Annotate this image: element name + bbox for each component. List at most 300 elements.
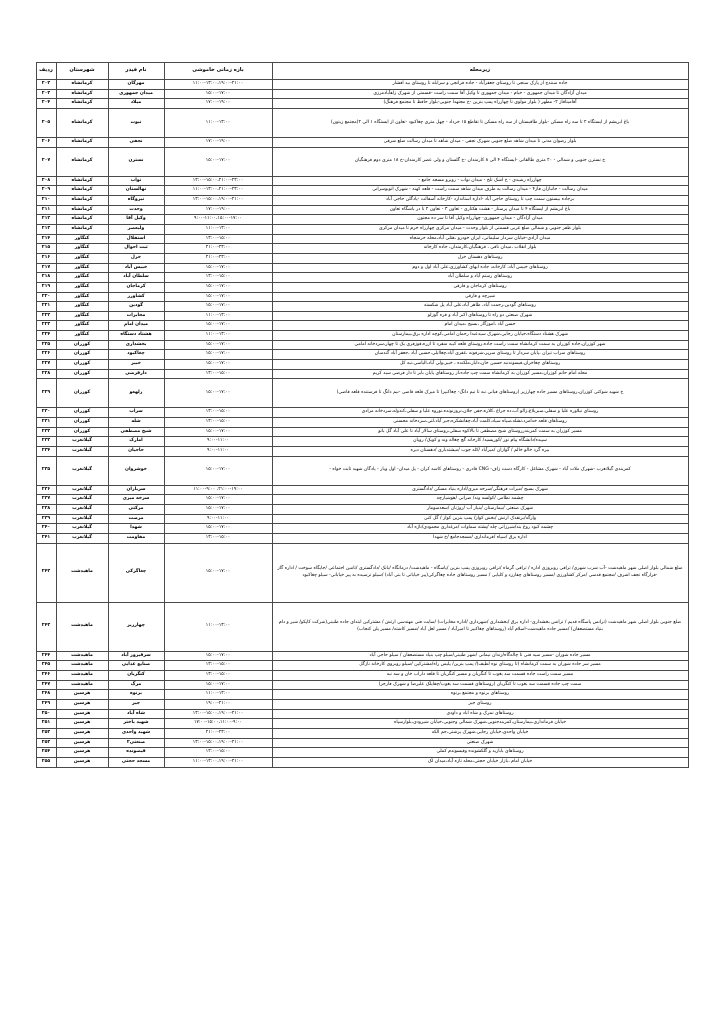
cell-city: کنگاور xyxy=(56,292,108,302)
table-row xyxy=(36,543,688,602)
cell-feeder: دارفرضی xyxy=(108,369,164,379)
cell-radif: ۲۱۴ xyxy=(36,234,56,244)
table-row xyxy=(36,719,688,729)
cell-city: کرمانشاه xyxy=(56,186,108,196)
cell-radif: ۲۲۲ xyxy=(36,311,56,321)
cell-zone: روستاهای بابازید و گلکشونده وقیسوندم کملی xyxy=(272,748,688,758)
cell-feeder: مسجد حجتی xyxy=(108,757,164,767)
cell-feeder: وکیل آقا xyxy=(108,215,164,225)
cell-feeder: مقاومت xyxy=(108,533,164,543)
cell-feeder: ثبت احوال xyxy=(108,244,164,254)
cell-time: ۱۵:۰۰-۱۷:۰۰ xyxy=(164,321,272,331)
cell-radif: ۲۵۴ xyxy=(36,748,56,758)
cell-city: هرسین xyxy=(56,699,108,709)
cell-city: کوزران xyxy=(56,427,108,437)
cell-city: کوزران xyxy=(56,350,108,360)
table-row xyxy=(36,205,688,215)
cell-radif: ۲۰۵ xyxy=(36,108,56,137)
cell-city: گیلانغرب xyxy=(56,495,108,505)
table-row xyxy=(36,379,688,408)
cell-zone: شهرک صنعتی دو راه تا روستاهای اکبر آباد و قره گوزلو xyxy=(272,311,688,321)
cell-radif: ۲۳۷ xyxy=(36,495,56,505)
cell-time: ۱۵:۰۰-۱۷:۰۰ xyxy=(164,263,272,273)
cell-city: هرسین xyxy=(56,748,108,758)
table-row xyxy=(36,748,688,758)
cell-feeder: مهرگان xyxy=(108,80,164,90)
cell-feeder: سربازان xyxy=(108,485,164,495)
cell-time: ۱۵:۰۰-۱۷:۰۰ xyxy=(164,350,272,360)
table-row xyxy=(36,651,688,661)
table-row xyxy=(36,224,688,234)
table-row xyxy=(36,340,688,350)
cell-radif: ۲۱۱ xyxy=(36,205,56,215)
cell-radif: ۲۳۶ xyxy=(36,485,56,495)
table-row xyxy=(36,234,688,244)
cell-radif: ۲۵۵ xyxy=(36,757,56,767)
cell-radif: ۲۴۱ xyxy=(36,533,56,543)
cell-time: ۹:۰۰-۱۱:۰۰ xyxy=(164,514,272,524)
cell-zone: ضلع شمالی بلوار اصلی شهر ماهیدشت -آب شرب شهری/ ترافی روبروزی اداره / ترافی گرماه /ترافی روبروزی پمپ بنزین /پاسگاه - ماهیدشت/ درمانگاه /بانک /دادگستری /تامین اجتماعی /جایگاه سوخت / اداره گاز -فرارگاه نجف اشرف /مجتمع قدسی /مرکز کشاورزی /مسیر روستاهای چفارزد و کلیایی / مسیر روستاهای جاده چغاگرکی(پیر خیابانی تا بتی آباد) /سیلو ترسیده به پیر خیابانی- سیلو چغاکبود xyxy=(272,543,688,602)
cell-time: ۱۱:۰۰-۱۳:۰۰،۱۹:۰۰-۲۱:۰۰ xyxy=(164,80,272,90)
cell-city: کرمانشاه xyxy=(56,195,108,205)
cell-time: ۱۱:۰۰-۱۳:۰۰،۲۱:۰۰-۲۳:۰۰ xyxy=(164,186,272,196)
cell-time: ۱۱:۰۰-۱۳:۰۰ xyxy=(164,602,272,651)
table-row xyxy=(36,253,688,263)
cell-zone: آقامیناقاز ۲- مطهر ( بلوار مولوی تا چهارراه پمپ بنزین -خ مجتهدا جنوبی-بلوار حافظ تا مجتمع فرهنگ) xyxy=(272,99,688,109)
cell-feeder: وحدت xyxy=(108,205,164,215)
cell-city: کنگاور xyxy=(56,234,108,244)
cell-feeder: ولیعصر xyxy=(108,224,164,234)
table-row xyxy=(36,244,688,254)
cell-feeder: مرگ xyxy=(108,680,164,690)
cell-zone: روستای جیر xyxy=(272,699,688,709)
cell-time: ۱۱:۰۰-۱۳:۰۰ xyxy=(164,331,272,341)
column-header-city: شهرستان xyxy=(56,63,108,80)
cell-zone: میدان آزادی-خیابان سردار سلیمانی، ایران خودرو ،هتلی آباد،محله خرمنجاه xyxy=(272,234,688,244)
cell-city: کنگاور xyxy=(56,253,108,263)
table-row xyxy=(36,195,688,205)
cell-time: ۱۱:۰۰-۱۳:۰۰ xyxy=(164,224,272,234)
cell-radif: ۲۴۷ xyxy=(36,680,56,690)
cell-time: ۱۳:۰۰-۱۵:۰۰ xyxy=(164,670,272,680)
cell-city: هرسین xyxy=(56,757,108,767)
cell-zone: سمت چپ جاده قسمت سد بغوب تا کنگربان (روستاهای قسمت سد بغوب/چفاپلک علیرضا و شهرک فارجز) xyxy=(272,680,688,690)
cell-radif: ۲۵۳ xyxy=(36,738,56,748)
cell-feeder: شیخ مصطفی xyxy=(108,427,164,437)
cell-feeder: خوشروان xyxy=(108,456,164,485)
column-header-time: بازه زمانی خاموشی xyxy=(164,63,272,80)
column-header-feeder: نام فیدر xyxy=(108,63,164,80)
cell-time: ۱۵:۰۰-۱۷:۰۰ xyxy=(164,495,272,505)
table-row xyxy=(36,408,688,418)
cell-radif: ۲۳۹ xyxy=(36,514,56,524)
cell-time: ۲۱:۰۰-۲۳:۰۰ xyxy=(164,728,272,738)
column-header-zone: زیرمحله xyxy=(272,63,688,80)
cell-feeder: کرماجان xyxy=(108,282,164,292)
cell-zone: مسیر سمت راست جاده قسمت سد بغوب تا کنگربان و مسیر کنگربان تا قلعه داراب خان و سه نبه xyxy=(272,670,688,680)
table-row xyxy=(36,176,688,186)
cell-time: ۱۷:۰۰-۱۹:۰۰ xyxy=(164,99,272,109)
table-row xyxy=(36,757,688,767)
cell-radif: ۲۵۲ xyxy=(36,728,56,738)
cell-radif: ۲۰۲ xyxy=(36,80,56,90)
cell-zone: خیابان واحدی،خیابان رجایی،شهرک پزشتی،جم الکه xyxy=(272,728,688,738)
cell-time: ۲۱:۰۰-۱۹:۰۰، ۱۱:۰۰-۹:۰۰ xyxy=(164,485,272,495)
cell-city: کرمانشاه xyxy=(56,205,108,215)
cell-feeder: استقلال xyxy=(108,234,164,244)
cell-city: کرمانشاه xyxy=(56,89,108,99)
table-row xyxy=(36,89,688,99)
cell-feeder: سلطان آباد xyxy=(108,273,164,283)
cell-radif: ۲۴۸ xyxy=(36,690,56,700)
cell-radif: ۲۵۰ xyxy=(36,709,56,719)
cell-zone: اداره برق /سپاه /فرمانداری /مسجدجامع /خ شهدا xyxy=(272,533,688,543)
cell-time: ۱۱:۰۰-۱۳:۰۰،۱۹:۰۰-۲۱:۰۰ xyxy=(164,757,272,767)
cell-feeder: میلاد xyxy=(108,99,164,109)
cell-city: کوزران xyxy=(56,360,108,370)
cell-radif: ۲۰۸ xyxy=(36,176,56,186)
cell-time: ۱۳:۰۰-۱۵:۰۰ xyxy=(164,408,272,418)
cell-time: ۱۵:۰۰-۱۷:۰۰ xyxy=(164,292,272,302)
cell-zone: ضلع جنوبی بلوار اصلی شهر ماهیدشت (ترانس پاسگاه قدیم / ترانس بخشداری- اداره برق /بخشداری /شهرداری /اداره مخابرات) /سایت فنی مهندسی ارتش / مشترکین ابتدای جاده طنینی(شرکت کاپکو/ شیر و دام بنیاد مستضعفان) /مسیر جاده ماهیدشت-اسلام آباد (روستاهای چغاکبیز تا امیرآباد / مسیر لعل آباد /مسیر کاشته/ مسیر پلن کنجاب) xyxy=(272,602,688,651)
cell-feeder: شاه آباد xyxy=(108,709,164,719)
cell-city: هرسین xyxy=(56,719,108,729)
cell-time: ۱۵:۰۰-۱۷:۰۰ xyxy=(164,427,272,437)
cell-zone: شهرک هشتاد دستگاه،خیابان رجایی،شهرک سیدعبدا رحمان امامی،کوچه اداره برق،بیمارستان xyxy=(272,331,688,341)
cell-time: ۱۳:۰۰-۱۵:۰۰ xyxy=(164,273,272,283)
cell-radif: ۲۲۷ xyxy=(36,360,56,370)
cell-time: ۹:۰۰-۱۱:۰۰،۱۵:۰۰-۱۷:۰۰ xyxy=(164,215,272,225)
table-header-row xyxy=(36,63,688,80)
cell-feeder: چغاگرکی xyxy=(108,543,164,602)
cell-time: ۱۱:۰۰-۱۳:۰۰ xyxy=(164,311,272,321)
cell-feeder: زلهعو xyxy=(108,379,164,408)
cell-radif: ۲۱۲ xyxy=(36,215,56,225)
cell-city: کنگاور xyxy=(56,331,108,341)
cell-zone: چشمه نظامی /کولسه وند/ ضرانی /هوشیارچه xyxy=(272,495,688,505)
table-row xyxy=(36,437,688,447)
cell-zone: میدان آزادگان تا میدان جمهوری - خیام - میدان جمهوری تا وکیل آقا سمت راست -قسمتی از شهرک زلفآبادمرزی xyxy=(272,89,688,99)
table-row xyxy=(36,728,688,738)
cell-radif: ۲۰۹ xyxy=(36,186,56,196)
cell-feeder: امارک xyxy=(108,437,164,447)
cell-feeder: چهارزبر xyxy=(108,602,164,651)
cell-time: ۱۹:۰۰-۲۱:۰۰ xyxy=(164,699,272,709)
cell-radif: ۲۴۶ xyxy=(36,670,56,680)
column-header-radif: ردیف xyxy=(36,63,56,80)
cell-time: ۱۵:۰۰-۱۷:۰۰ xyxy=(164,302,272,312)
cell-city: ماهیدشت xyxy=(56,543,108,602)
cell-zone: وارگه/برنقدک ارتش /بخش کواز/ پمپ بنزین کواز / گل کنی xyxy=(272,514,688,524)
cell-radif: ۲۴۰ xyxy=(36,524,56,534)
cell-zone: میدان رسالت - جانبازان فاز۴ - میدان رسالت به طرف میدان شاهد سمت راست - قلعه کهنه - شهرک اتوبوسرانی xyxy=(272,186,688,196)
cell-city: کنگاور xyxy=(56,263,108,273)
cell-time: ۱۵:۰۰-۱۷:۰۰ xyxy=(164,89,272,99)
cell-city: گیلانغرب xyxy=(56,447,108,457)
cell-zone: خ نسترن جنوبی و شمالی - ۲۰ متری طالقانی -ایستگاه ۴ الی ۸ کارمندان -خ گلستان و ولی عصر کارمندان-خ ۱۸ متری دوم فرهنگیان xyxy=(272,147,688,176)
table-body xyxy=(36,80,688,768)
cell-city: ماهیدشت xyxy=(56,680,108,690)
cell-city: ماهیدشت xyxy=(56,661,108,671)
cell-zone: شهرک بسیج /میرات فرهنگی/سرخه میری/اداره بنیاد مسکن /دادگستری xyxy=(272,485,688,495)
cell-zone: روستاهای گودین،رحمت آباد، ظاهر آباد،علی آباد پل شکسته xyxy=(272,302,688,312)
cell-time: ۱۱:۰۰-۱۳:۰۰ xyxy=(164,108,272,137)
cell-zone: سپیده/دانشگاه پیام نور /کوریسید/ کارخانه گچ چغاله وند و کویک/ رویان xyxy=(272,437,688,447)
cell-radif: ۲۱۹ xyxy=(36,282,56,292)
cell-time: ۱۵:۰۰-۱۷:۰۰ xyxy=(164,505,272,515)
cell-feeder: نسترن xyxy=(108,147,164,176)
cell-zone: محله امام حاتم کوزران،مسیر کوزران به کرمانشاه سمت چپ جاده،از روستاهای پایان بابر تا دار فرضی سید کریم xyxy=(272,369,688,379)
table-row xyxy=(36,215,688,225)
cell-feeder: نبوت xyxy=(108,108,164,137)
table-row xyxy=(36,485,688,495)
cell-zone: میدان آزادگان - میدان جمهوری- چهارراه وکیل آقا تا سر ده مجنون xyxy=(272,215,688,225)
cell-time: ۲۱:۰۰-۲۳:۰۰ xyxy=(164,253,272,263)
cell-feeder: نیروگاه xyxy=(108,195,164,205)
table-row xyxy=(36,369,688,379)
cell-time: ۱۷:۰۰-۱۹:۰۰ xyxy=(164,137,272,147)
cell-zone: بلوار ظفر جنوبی و شمالی ضلع غربی قسمتی از بلوار وحدت - میدان مرکزی چهارراه خرم تا میدان مرکزی xyxy=(272,224,688,234)
cell-city: کوزران xyxy=(56,418,108,428)
table-row xyxy=(36,495,688,505)
cell-zone: شیرچه و فارقی xyxy=(272,292,688,302)
cell-zone: مسیر کوزران به سمت کمربندرروستای شیخ مصطفی تا بالاکوه سفلی،روستای سالار آباد تا علی آباد گل باتو xyxy=(272,427,688,437)
cell-city: ماهیدشت xyxy=(56,602,108,651)
cell-radif: ۲۴۹ xyxy=(36,699,56,709)
cell-city: هرسین xyxy=(56,709,108,719)
cell-zone: روستاهای نمرک و شاه اباد و داودی xyxy=(272,709,688,719)
cell-radif: ۲۰۷ xyxy=(36,147,56,176)
cell-city: کوزران xyxy=(56,379,108,408)
cell-city: گیلانغرب xyxy=(56,533,108,543)
cell-zone: چهارراه رشیدی - خ اشک تلخ - میدان نواب - روبرو مسجد جامع - xyxy=(272,176,688,186)
table-row xyxy=(36,137,688,147)
cell-zone: شهرک صنعتی xyxy=(272,738,688,748)
cell-radif: ۲۴۳ xyxy=(36,602,56,651)
cell-city: کنگاور xyxy=(56,311,108,321)
cell-city: کرمانشاه xyxy=(56,176,108,186)
cell-zone: روستاهای چغاخزان،فیسوندنبه حسین خان،دابار،ملکنده ، خبیر،ولی آباد،الیاسی،نبه کل xyxy=(272,360,688,370)
cell-time: ۲۱:۰۰-۲۳:۰۰ xyxy=(164,244,272,254)
cell-time: ۱۵:۰۰-۱۷:۰۰ xyxy=(164,456,272,485)
cell-zone: روستای نیلاوره علیا و سفلی،سبزبلاغ،زالو آب،ده جراغ ،کلاره،جفن جلان،نروزنونده،نوروه علیا و سفلی،کندوله،سردخانه مرادی xyxy=(272,408,688,418)
cell-city: گیلانغرب xyxy=(56,437,108,447)
cell-feeder: جیر xyxy=(108,699,164,709)
cell-time: ۱۱:۰۰-۱۳:۰۰ xyxy=(164,690,272,700)
table-row xyxy=(36,302,688,312)
cell-city: کوزران xyxy=(56,408,108,418)
cell-feeder: مرکتی xyxy=(108,505,164,515)
cell-zone: روستاهای کرماجان و فارقی xyxy=(272,282,688,292)
cell-city: گیلانغرب xyxy=(56,524,108,534)
cell-feeder: نهالستان xyxy=(108,186,164,196)
cell-city: گیلانغرب xyxy=(56,514,108,524)
table-row xyxy=(36,186,688,196)
cell-city: کوزران xyxy=(56,369,108,379)
cell-time: ۱۵:۰۰-۱۷:۰۰ xyxy=(164,379,272,408)
cell-feeder: کنگربان xyxy=(108,670,164,680)
table-row xyxy=(36,709,688,719)
cell-feeder: شهدا xyxy=(108,524,164,534)
cell-feeder: خبیس آباد xyxy=(108,263,164,273)
table-row xyxy=(36,292,688,302)
cell-zone: روستاهای خبیس آباد، کارخانه، جاده ابهای کشاورزی،علی آباد اول و دوم xyxy=(272,263,688,273)
cell-feeder: سرخه میری xyxy=(108,495,164,505)
cell-time: ۱۵:۰۰-۱۷:۰۰ xyxy=(164,147,272,176)
cell-time: ۱۵:۰۰-۱۷:۰۰ xyxy=(164,543,272,602)
cell-city: کرمانشاه xyxy=(56,137,108,147)
cell-city: کنگاور xyxy=(56,273,108,283)
cell-time: ۱۳:۰۰-۱۵:۰۰،۱۹:۰۰-۲۱:۰۰ xyxy=(164,709,272,719)
cell-zone: خیابان امام ،بازار خیابان حجتی،محله تازه آباد،میدان لک xyxy=(272,757,688,767)
cell-feeder: میدان امام xyxy=(108,321,164,331)
cell-zone: شهر کوزران،جاده کوزران به سمت کرمانشاه سمت راست جاده،روستای قلعه کبیه منفرد تا ازره،قوزفری یک تا چهار،سردخانه امامی xyxy=(272,340,688,350)
cell-time: ۱۵:۰۰-۱۷:۰۰ xyxy=(164,651,272,661)
cell-radif: ۲۱۶ xyxy=(36,253,56,263)
table-row xyxy=(36,602,688,651)
table-row xyxy=(36,738,688,748)
cell-feeder: سراب xyxy=(108,408,164,418)
cell-city: کرمانشاه xyxy=(56,80,108,90)
cell-radif: ۲۱۰ xyxy=(36,195,56,205)
cell-radif: ۲۲۵ xyxy=(36,340,56,350)
cell-feeder: صنعتی۲ xyxy=(108,738,164,748)
cell-zone: روستاهای سراب تیران ،پایان سردار تا روستای سرپر،شرفونه ،غفری آباد،چغاایلی،حسین آباد ،جعفر آباد گندمبان xyxy=(272,350,688,360)
cell-time: ۱۷:۰۰-۱۹:۰۰ xyxy=(164,205,272,215)
table-row xyxy=(36,282,688,292)
table-header xyxy=(36,63,688,80)
cell-radif: ۲۴۴ xyxy=(36,651,56,661)
cell-radif: ۲۲۹ xyxy=(36,379,56,408)
cell-radif: ۲۴۲ xyxy=(36,543,56,602)
table-row xyxy=(36,661,688,671)
cell-city: کرمانشاه xyxy=(56,108,108,137)
cell-feeder: نجفی xyxy=(108,137,164,147)
cell-radif: ۲۲۸ xyxy=(36,369,56,379)
cell-feeder: سرفیروز آباد xyxy=(108,651,164,661)
cell-city: کنگاور xyxy=(56,244,108,254)
cell-time: ۱۳:۰۰-۱۵:۰۰،۱۹:۰۰-۲۱:۰۰ xyxy=(164,195,272,205)
cell-feeder: حاجیان xyxy=(108,447,164,457)
table-row xyxy=(36,273,688,283)
cell-zone: حسن آباد ،اموزگار ،بسیج ،میدان امام xyxy=(272,321,688,331)
cell-time: ۱۳:۰۰-۱۵:۰۰ xyxy=(164,533,272,543)
cell-city: کرمانشاه xyxy=(56,99,108,109)
cell-zone: مسیر جاده شوران -مسیر سید فنی تا چاله‌گاه/زندان نیمانی /شهر طنینی/سیلو چپ بنیاد مستضعفان / سیلو حاجی آباد xyxy=(272,651,688,661)
cell-feeder: خزل xyxy=(108,253,164,263)
table-row xyxy=(36,147,688,176)
table-row xyxy=(36,505,688,515)
table-row xyxy=(36,690,688,700)
cell-radif: ۲۳۵ xyxy=(36,456,56,485)
cell-feeder: گودین xyxy=(108,302,164,312)
cell-feeder: صنایع غذایی xyxy=(108,661,164,671)
cell-radif: ۲۰۴ xyxy=(36,99,56,109)
cell-radif: ۲۰۶ xyxy=(36,137,56,147)
cell-radif: ۲۵۱ xyxy=(36,719,56,729)
table-row xyxy=(36,699,688,709)
cell-city: کرمانشاه xyxy=(56,147,108,176)
cell-city: گیلانغرب xyxy=(56,505,108,515)
cell-zone: بلوار انقلاب ،میدان نافی ، فرهنگیان،کارمندان، جاده کارخانه xyxy=(272,244,688,254)
cell-zone: خیابان فرمانداری،بیمارستان،کمربندجنوبی،شهرک شمالی وجنوبی،خیابان شیرودی،بلوارسپاه xyxy=(272,719,688,729)
table-row xyxy=(36,418,688,428)
cell-zone: روستاهای قلعه خدامرد،تشله،سیاه سیاد،کلمت آباد،چفانشکره،جبر آباد،لتی،سردخانه محسنی xyxy=(272,418,688,428)
cell-feeder: کشاورز xyxy=(108,292,164,302)
cell-time: ۱۵:۰۰-۱۷:۰۰ xyxy=(164,524,272,534)
cell-zone: روستاهای رستم آباد و سلطان آباد xyxy=(272,273,688,283)
table-row xyxy=(36,350,688,360)
table-row xyxy=(36,331,688,341)
cell-zone: باغ ابریشم از ایستگاه ۴ تا میدان پرستار - هشت هکتاری - تعاون ۳ - تعاون ۲ تا در باشگاه تعاون xyxy=(272,205,688,215)
cell-feeder: بخشداری xyxy=(108,340,164,350)
cell-time: ۱۳:۰۰-۱۵:۰۰،۲۱:۰۰-۲۳:۰۰ xyxy=(164,176,272,186)
cell-time: ۱۳:۰۰-۱۵:۰۰ xyxy=(164,661,272,671)
cell-city: هرسین xyxy=(56,738,108,748)
table-row xyxy=(36,447,688,457)
cell-feeder: خبیر xyxy=(108,360,164,370)
cell-time: ۱۳:۰۰-۱۵:۰۰،۱۹:۰۰-۲۱:۰۰ xyxy=(164,738,272,748)
cell-feeder: مخابرات xyxy=(108,311,164,321)
cell-feeder: شله xyxy=(108,418,164,428)
table-row xyxy=(36,321,688,331)
cell-radif: ۲۳۴ xyxy=(36,447,56,457)
table-row xyxy=(36,533,688,543)
cell-zone: شهرک صنعتی /بیمارستان /بنیاز آب /روژنان /سعدسومار xyxy=(272,505,688,515)
table-row xyxy=(36,456,688,485)
cell-time: ۱۵:۰۰-۱۷:۰۰ xyxy=(164,680,272,690)
cell-feeder: شهید باختر xyxy=(108,719,164,729)
cell-time: ۱۵:۰۰-۱۷:۰۰ xyxy=(164,282,272,292)
cell-zone: بیره گرد خالو خالم / گوازان /میرآباد /کله جوب /میشتدباری /دهستان دیره xyxy=(272,447,688,457)
cell-time: ۱۳:۰۰-۱۵:۰۰ xyxy=(164,234,272,244)
cell-city: ماهیدشت xyxy=(56,670,108,680)
cell-time: ۹:۰۰-۱۱:۰۰ xyxy=(164,447,272,457)
cell-city: کرمانشاه xyxy=(56,224,108,234)
cell-city: کوزران xyxy=(56,340,108,350)
cell-city: ماهیدشت xyxy=(56,651,108,661)
cell-radif: ۲۳۸ xyxy=(36,505,56,515)
table-row xyxy=(36,427,688,437)
table-row xyxy=(36,360,688,370)
cell-zone: باغ ابریشم از ایستگاه ۲ تا سه راه مسکن -بلوار طاقبستان از سه راه مسکن تا تقاطع ۱۵ خرداد - چهل متری چغاکبود -تعاون از ایستگاه ۱ الی ۲(مجتمع زیتون) xyxy=(272,108,688,137)
outage-schedule-table xyxy=(36,62,689,768)
cell-feeder: میدان جمهوری xyxy=(108,89,164,99)
cell-feeder: قیصونده xyxy=(108,748,164,758)
table-row xyxy=(36,80,688,90)
cell-radif: ۲۳۰ xyxy=(36,408,56,418)
table-row xyxy=(36,311,688,321)
table-row xyxy=(36,670,688,680)
cell-radif: ۲۱۵ xyxy=(36,244,56,254)
cell-radif: ۲۲۴ xyxy=(36,331,56,341)
cell-feeder: شهید واحدی xyxy=(108,728,164,738)
cell-city: هرسین xyxy=(56,728,108,738)
cell-radif: ۲۴۵ xyxy=(36,661,56,671)
cell-zone: روستاهای برنوه و مجتمع برنوه xyxy=(272,690,688,700)
table-row xyxy=(36,524,688,534)
cell-radif: ۲۲۳ xyxy=(36,321,56,331)
cell-radif: ۲۳۱ xyxy=(36,418,56,428)
cell-time: ۱۳:۰۰-۱۵:۰۰ xyxy=(164,748,272,758)
cell-feeder: مرصت xyxy=(108,514,164,524)
cell-radif: ۲۰۳ xyxy=(36,89,56,99)
cell-city: کنگاور xyxy=(56,282,108,292)
table-row xyxy=(36,108,688,137)
cell-time: ۱۵:۰۰-۱۷:۰۰ xyxy=(164,360,272,370)
cell-city: کنگاور xyxy=(56,321,108,331)
cell-feeder: هشتاد دستگاه xyxy=(108,331,164,341)
